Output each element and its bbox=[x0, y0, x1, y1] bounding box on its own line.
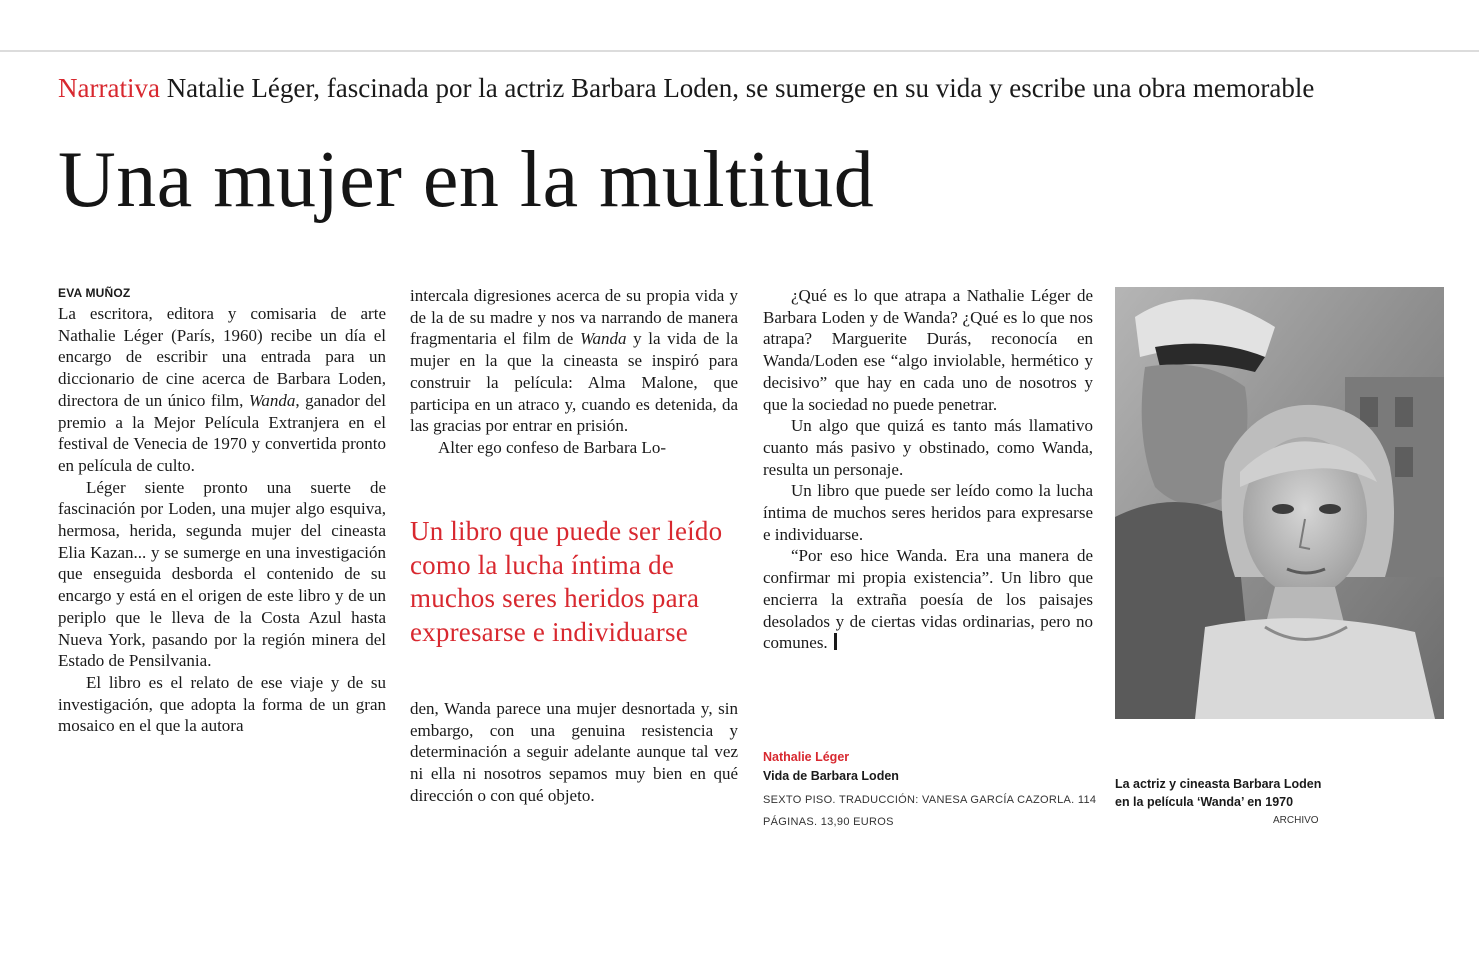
section-label: Narrativa bbox=[58, 73, 160, 103]
paragraph-8: Un algo que quizá es tanto más llamativo cuanto más pasivo y obstinado, como Wanda, resulta un personaje. bbox=[763, 416, 1093, 479]
column-2 bbox=[410, 285, 738, 459]
paragraph-10-text: “Por eso hice Wanda. Era una manera de confirmar mi propia existencia”. Un libro que encierra la extraña poesía de los paisajes desolados y de ciertas vidas ordinarias, pero no comunes. bbox=[763, 546, 1093, 653]
paragraph-1 bbox=[58, 303, 386, 477]
paragraph-10 bbox=[763, 545, 1093, 654]
photo-illustration bbox=[1115, 287, 1444, 719]
paragraph-6: den, Wanda parece una mujer desnortada y, sin embargo, con una genuina resistencia y determinación a seguir adelante aunque tal vez ni ella ni nosotros sepamos muy bien en qué dirección o con qué objeto. bbox=[410, 699, 738, 805]
photo-credit: ARCHIVO bbox=[1273, 815, 1319, 826]
paragraph-4-text: intercala digresiones acerca de su propia vida y de la de su madre y nos va narrando de manera fragmentaria el film de bbox=[410, 286, 738, 349]
paragraph-4 bbox=[410, 285, 738, 437]
book-title: Vida de Barbara Loden bbox=[763, 769, 899, 783]
photo-caption: La actriz y cineasta Barbara Loden en la película ‘Wanda’ en 1970 bbox=[1115, 777, 1322, 809]
headline: Una mujer en la multitud bbox=[58, 136, 875, 224]
book-info bbox=[763, 748, 1098, 833]
film-title: Wanda bbox=[579, 329, 627, 349]
kicker bbox=[58, 72, 1458, 104]
paragraph-9: Un libro que puede ser leído como la lucha íntima de muchos seres heridos para expresarse e individuarse. bbox=[763, 481, 1093, 544]
paragraph-4-end: y la vida de la mujer en la que la cineasta se inspiró para construir la película: Alma Malone, que participa en un atraco y, cuando es detenida, da las gracias por entrar en prisión. bbox=[410, 329, 738, 436]
book-author: Nathalie Léger bbox=[763, 750, 850, 764]
column-2-continued bbox=[410, 698, 738, 807]
paragraph-3: El libro es el relato de ese viaje y de su investigación, que adopta la forma de un gran mosaico en el que la autora bbox=[58, 672, 386, 736]
paragraph-7: ¿Qué es lo que atrapa a Nathalie Léger de Barbara Loden y de Wanda? ¿Qué es lo que nos atrapa? Marguerite Durás, reconocía en Wanda/Loden ese “algo inviolable, hermético y decisivo” que hay en cada uno de nosotros y que la sociedad no puede penetrar. bbox=[763, 286, 1093, 414]
paragraph-5: Alter ego confeso de Barbara Lo- bbox=[438, 437, 666, 457]
top-rule bbox=[0, 50, 1479, 52]
paragraph-1-text: La escritora, editora y comisaria de arte Nathalie Léger (París, 1960) recibe un día el encargo de escribir una entrada para un diccionario de cine acerca de Barbara Loden, directora de un único film, bbox=[58, 304, 386, 410]
film-title: Wanda bbox=[248, 390, 296, 410]
column-1 bbox=[58, 285, 386, 737]
kicker-text: Natalie Léger, fascinada por la actriz Barbara Loden, se sumerge en su vida y escribe una obra memorable bbox=[159, 73, 1315, 103]
column-3 bbox=[763, 285, 1093, 654]
end-mark bbox=[834, 633, 837, 650]
book-details: SEXTO PISO. TRADUCCIÓN: VANESA GARCÍA CAZORLA. 114 PÁGINAS. 13,90 EUROS bbox=[763, 794, 1097, 828]
pull-quote: Un libro que puede ser leído como la lucha íntima de muchos seres heridos para expresarse e individuarse bbox=[410, 516, 723, 647]
byline: EVA MUÑOZ bbox=[58, 286, 131, 300]
paragraph-2: Léger siente pronto una suerte de fascinación por Loden, una mujer algo esquiva, hermosa, herida, segunda mujer del cineasta Elia Kazan... y se sumerge en una investigación que enseguida desborda el contenido de su encargo y está en el origen de este libro y de un periplo que le lleva de la Costa Azul hasta Nueva York, pasando por la región minera del Estado de Pensilvania. bbox=[58, 477, 386, 671]
film-still-photo bbox=[1115, 287, 1444, 719]
paragraph-1-end: , ganador del premio a la Mejor Película Extranjera en el festival de Venecia de 1970 y convertida pronto en película de culto. bbox=[58, 390, 386, 475]
